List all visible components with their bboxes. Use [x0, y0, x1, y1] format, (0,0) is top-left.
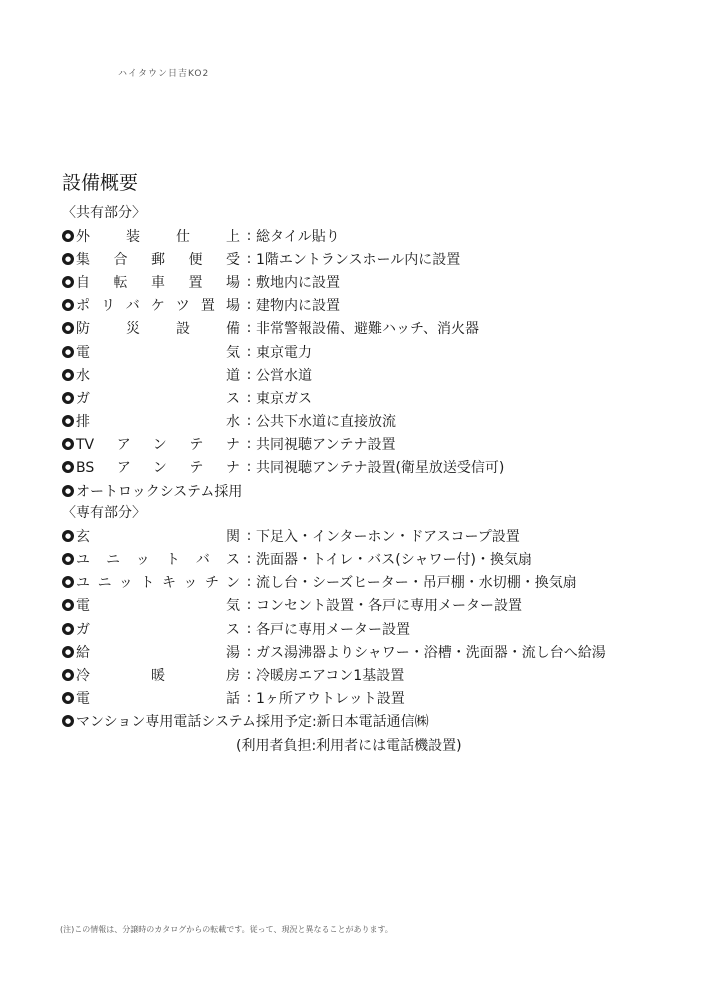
equipment-value: 非常警報設備、避難ハッチ、消火器 — [256, 321, 480, 338]
equipment-value: 共同視聴アンテナ設置 — [256, 437, 396, 454]
equipment-label: BSアンテナ — [76, 460, 240, 477]
bullet-icon: ● — [62, 485, 74, 497]
bullet-icon: ● — [62, 346, 74, 358]
bullet-icon: ● — [62, 322, 74, 334]
equipment-value: 洗面器・トイレ・バス(シャワー付)・換気扇 — [256, 552, 532, 569]
equipment-label: 冷暖房 — [76, 667, 240, 684]
equipment-label: ガス — [76, 621, 240, 638]
colon-separator: : — [246, 666, 252, 683]
phone-system-text: マンション専用電話システム採用予定:新日本電話通信㈱ — [76, 714, 429, 731]
footnote: (注)この情報は、分譲時のカタログからの転載です。従って、現況と異なることがあります。 — [60, 925, 393, 934]
equipment-row — [62, 547, 682, 570]
equipment-label: 給湯 — [76, 644, 240, 661]
colon-separator: : — [246, 343, 252, 360]
bullet-icon: ● — [62, 461, 74, 473]
colon-separator: : — [246, 643, 252, 660]
colon-separator: : — [246, 436, 252, 453]
equipment-row — [62, 247, 682, 270]
colon-separator: : — [246, 273, 252, 290]
equipment-label: 排水 — [76, 414, 240, 431]
equipment-label: 電気 — [76, 344, 240, 361]
equipment-value: 公共下水道に直接放流 — [256, 414, 396, 431]
equipment-value: 建物内に設置 — [256, 298, 340, 315]
equipment-value: 下足入・インターホン・ドアスコープ設置 — [256, 528, 520, 545]
document-code: ハイタウン日吉KO2 — [118, 69, 210, 79]
bullet-icon: ● — [62, 253, 74, 265]
equipment-row — [62, 617, 682, 640]
equipment-label: 玄関 — [76, 528, 240, 545]
equipment-value: 敷地内に設置 — [256, 274, 340, 291]
equipment-row — [62, 594, 682, 617]
equipment-label: 外装仕上 — [76, 228, 240, 245]
colon-separator: : — [246, 250, 252, 267]
equipment-label: TVアンテナ — [76, 437, 240, 454]
bullet-icon: ● — [62, 299, 74, 311]
equipment-value: 東京電力 — [256, 344, 312, 361]
equipment-value: 1ヶ所アウトレット設置 — [256, 691, 405, 708]
bullet-icon: ● — [62, 692, 74, 704]
equipment-summary — [62, 168, 682, 759]
equipment-value: 冷暖房エアコン1基設置 — [256, 667, 405, 684]
equipment-row — [62, 687, 682, 710]
bullet-icon: ● — [62, 715, 74, 727]
equipment-row — [62, 363, 682, 386]
auto-lock-text: オートロックシステム採用 — [76, 483, 243, 500]
equipment-label: 集合郵便受 — [76, 251, 240, 268]
equipment-value: ガス湯沸器よりシャワー・浴槽・洗面器・流し台へ給湯 — [256, 644, 606, 661]
equipment-value: 東京ガス — [256, 390, 312, 407]
bullet-icon: ● — [62, 599, 74, 611]
colon-separator: : — [246, 389, 252, 406]
equipment-value: 総タイル貼り — [256, 228, 340, 245]
equipment-value: 共同視聴アンテナ設置(衛星放送受信可) — [256, 460, 505, 477]
colon-separator: : — [246, 320, 252, 337]
colon-separator: : — [246, 459, 252, 476]
equipment-value: 各戸に専用メーター設置 — [256, 621, 410, 638]
bullet-icon: ● — [62, 669, 74, 681]
equipment-label: ユニットキッチン — [76, 575, 240, 592]
bullet-icon: ● — [62, 576, 74, 588]
equipment-label: 水道 — [76, 367, 240, 384]
equipment-row — [62, 640, 682, 663]
bullet-icon: ● — [62, 623, 74, 635]
phone-system-item — [62, 710, 682, 733]
equipment-value: コンセント設置・各戸に専用メーター設置 — [256, 598, 522, 615]
equipment-row — [62, 270, 682, 293]
page-title: 設備概要 — [62, 172, 139, 194]
colon-separator: : — [246, 551, 252, 568]
equipment-label: ガス — [76, 390, 240, 407]
equipment-label: 電気 — [76, 598, 240, 615]
equipment-row — [62, 340, 682, 363]
equipment-label: ポリバケツ置場 — [76, 298, 240, 315]
equipment-row — [62, 317, 682, 340]
equipment-value: 1階エントランスホール内に設置 — [256, 251, 461, 268]
common-section-heading: 〈共有部分〉 — [62, 205, 146, 221]
equipment-row — [62, 433, 682, 456]
equipment-row — [62, 294, 682, 317]
common-items-list — [62, 224, 682, 479]
equipment-label: 防災設備 — [76, 321, 240, 338]
bullet-icon: ● — [62, 530, 74, 542]
phone-system-note: (利用者負担:利用者には電話機設置) — [236, 737, 462, 754]
equipment-value: 流し台・シーズヒーター・吊戸棚・水切棚・換気扇 — [256, 575, 577, 592]
equipment-row — [62, 224, 682, 247]
colon-separator: : — [246, 366, 252, 383]
equipment-label: 電話 — [76, 691, 240, 708]
bullet-icon: ● — [62, 415, 74, 427]
private-section-heading: 〈専有部分〉 — [62, 505, 146, 522]
bullet-icon: ● — [62, 369, 74, 381]
colon-separator: : — [246, 597, 252, 614]
private-items-list — [62, 524, 682, 710]
auto-lock-item — [62, 479, 682, 502]
equipment-row — [62, 456, 682, 479]
bullet-icon: ● — [62, 230, 74, 242]
equipment-row — [62, 663, 682, 686]
bullet-icon: ● — [62, 438, 74, 450]
colon-separator: : — [246, 227, 252, 244]
colon-separator: : — [246, 527, 252, 544]
bullet-icon: ● — [62, 553, 74, 565]
equipment-row — [62, 524, 682, 547]
equipment-label: ユニットバス — [76, 552, 240, 569]
colon-separator: : — [246, 297, 252, 314]
bullet-icon: ● — [62, 646, 74, 658]
bullet-icon: ● — [62, 276, 74, 288]
equipment-row — [62, 571, 682, 594]
equipment-label: 自転車置場 — [76, 274, 240, 291]
equipment-value: 公営水道 — [256, 367, 312, 384]
equipment-row — [62, 410, 682, 433]
colon-separator: : — [246, 413, 252, 430]
colon-separator: : — [246, 690, 252, 707]
bullet-icon: ● — [62, 392, 74, 404]
colon-separator: : — [246, 620, 252, 637]
equipment-row — [62, 386, 682, 409]
colon-separator: : — [246, 574, 252, 591]
